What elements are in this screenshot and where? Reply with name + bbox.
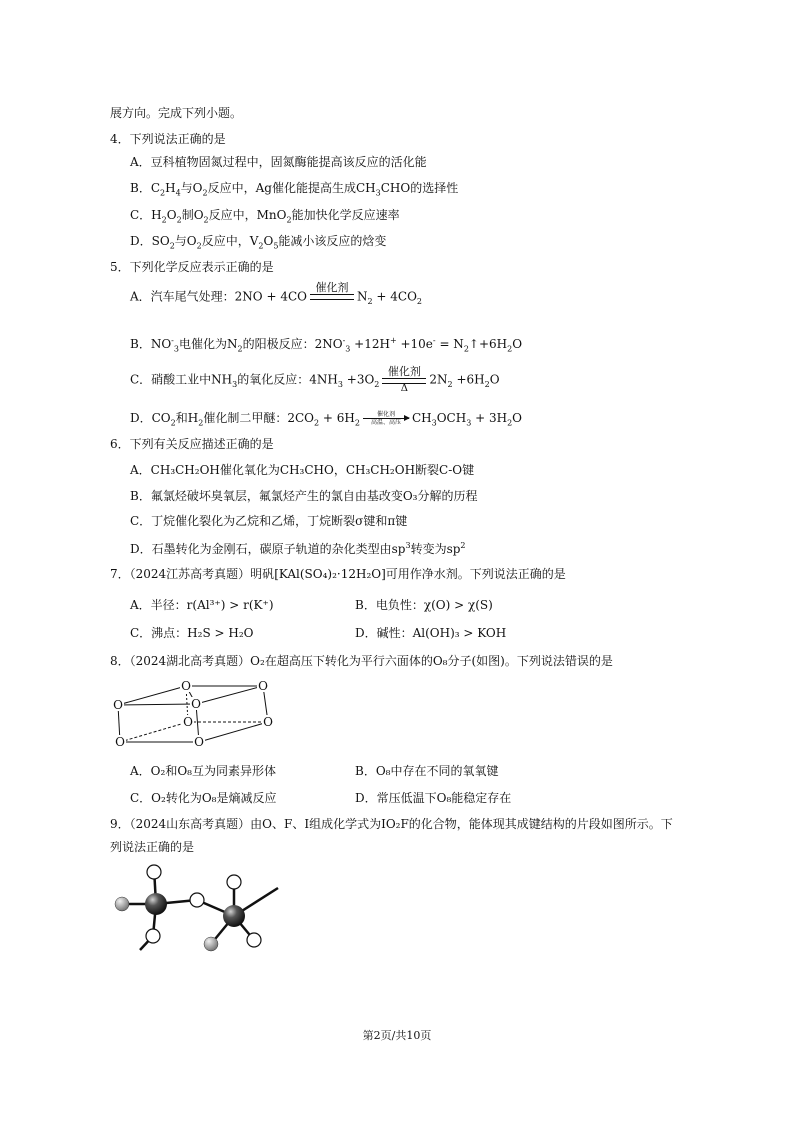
- q6-option-d: D．石墨转化为金刚石，碳原子轨道的杂化类型由$sp^3$转变为$sp^2$: [130, 541, 466, 556]
- o8-atom-label: O: [194, 735, 204, 749]
- intro-text: 展方向。完成下列小题。: [110, 106, 243, 120]
- o8-molecule-figure: [106, 674, 286, 754]
- io2f-structure-figure: [108, 858, 288, 958]
- q8-option-a: A．O₂和O₈互为同素异形体: [130, 764, 276, 778]
- q6-option-b: B．氟氯烃破坏臭氧层，氟氯烃产生的氯自由基改变O₃分解的历程: [130, 489, 478, 503]
- q7-stem: 7．（2024江苏高考真题）明矾[KAl(SO₄)₂·12H₂O]可用作净水剂。下列说法正确的是: [110, 567, 566, 581]
- q4-stem: 4．下列说法正确的是: [110, 132, 226, 146]
- iodine-atom: [223, 905, 245, 927]
- q7-option-d: D．碱性：Al(OH)₃ > KOH: [355, 626, 507, 640]
- q5-option-a: A．汽车尾气处理：2NO + 4CO 催化剂 $N_2 + 4CO_2$: [130, 281, 423, 306]
- oxygen-atom: [147, 865, 161, 879]
- q8-option-c: C．O₂转化为O₈是熵减反应: [130, 791, 277, 805]
- o8-atom-label: O: [263, 715, 273, 729]
- q7-option-a: A．半径：r(Al³⁺) > r(K⁺): [130, 598, 274, 612]
- oxygen-atom: [227, 875, 241, 889]
- q4-option-a: A．豆科植物固氮过程中，固氮酶能提高该反应的活化能: [130, 155, 427, 169]
- o8-atom-label: O: [183, 715, 193, 729]
- o8-atom-label: O: [258, 679, 268, 693]
- o8-atom-label: O: [181, 679, 191, 693]
- q4-option-b: B．$C_2H_4$与$O_2$反应中，Ag催化能提高生成$CH_3CHO$的选择性: [130, 181, 459, 198]
- q9-stem-line2: 列说法正确的是: [110, 840, 195, 854]
- q9-stem-line1: 9．（2024山东高考真题）由O、F、I组成化学式为IO₂F的化合物，能体现其成键结构的片段如图所示。下: [110, 817, 673, 831]
- o8-atom-label: O: [191, 697, 201, 711]
- q6-option-a: A．CH₃CH₂OH催化氧化为CH₃CHO，CH₃CH₂OH断裂C-O键: [130, 463, 475, 477]
- page-footer: 第2页/共10页: [362, 1029, 432, 1042]
- q8-option-b: B．O₈中存在不同的氧氧键: [355, 764, 499, 778]
- q6-stem: 6．下列有关反应描述正确的是: [110, 437, 274, 451]
- q7-option-b: B．电负性：χ(O) > χ(S): [355, 598, 493, 612]
- oxygen-atom: [190, 893, 204, 907]
- q5-option-d: D．$CO_2$和$H_2$催化制二甲醚：$2CO_2 + 6H_2$ 催化剂 高温、高压 $CH_3OCH_3 + 3H_2O$: [130, 411, 523, 428]
- fluorine-atom: [115, 897, 129, 911]
- oxygen-atom: [247, 933, 261, 947]
- q5-option-c: C．硝酸工业中$NH_3$的氧化反应：$4NH_3 +3O_2$ 催化剂 Δ $2N_2 +6H_2O$: [130, 365, 500, 394]
- q8-stem: 8．（2024湖北高考真题）O₂在超高压下转化为平行六面体的O₈分子(如图)。下列说法错误的是: [110, 654, 613, 668]
- q4-option-d: D．$SO_2$与$O_2$反应中，$V_2O_5$能减小该反应的焓变: [130, 234, 387, 251]
- q8-option-d: D．常压低温下O₈能稳定存在: [355, 791, 512, 805]
- fluorine-atom: [204, 937, 218, 951]
- q7-option-c: C．沸点：H₂S > H₂O: [130, 626, 254, 640]
- q5-stem: 5．下列化学反应表示正确的是: [110, 260, 274, 274]
- q6-option-c: C．丁烷催化裂化为乙烷和乙烯，丁烷断裂σ键和π键: [130, 514, 408, 528]
- oxygen-atom: [146, 929, 160, 943]
- o8-atom-label: O: [113, 698, 123, 712]
- q4-option-c: C．$H_2O_2$制$O_2$反应中，MnO$_2$能加快化学反应速率: [130, 208, 400, 225]
- q5-option-b: B．$NO^-_3$电催化为$N_2$的阳极反应：$2NO^-_3 +12H^+ +10e^-$ = $N_2↑+6H_2O$: [130, 336, 523, 354]
- o8-atom-label: O: [115, 735, 125, 749]
- iodine-atom: [145, 893, 167, 915]
